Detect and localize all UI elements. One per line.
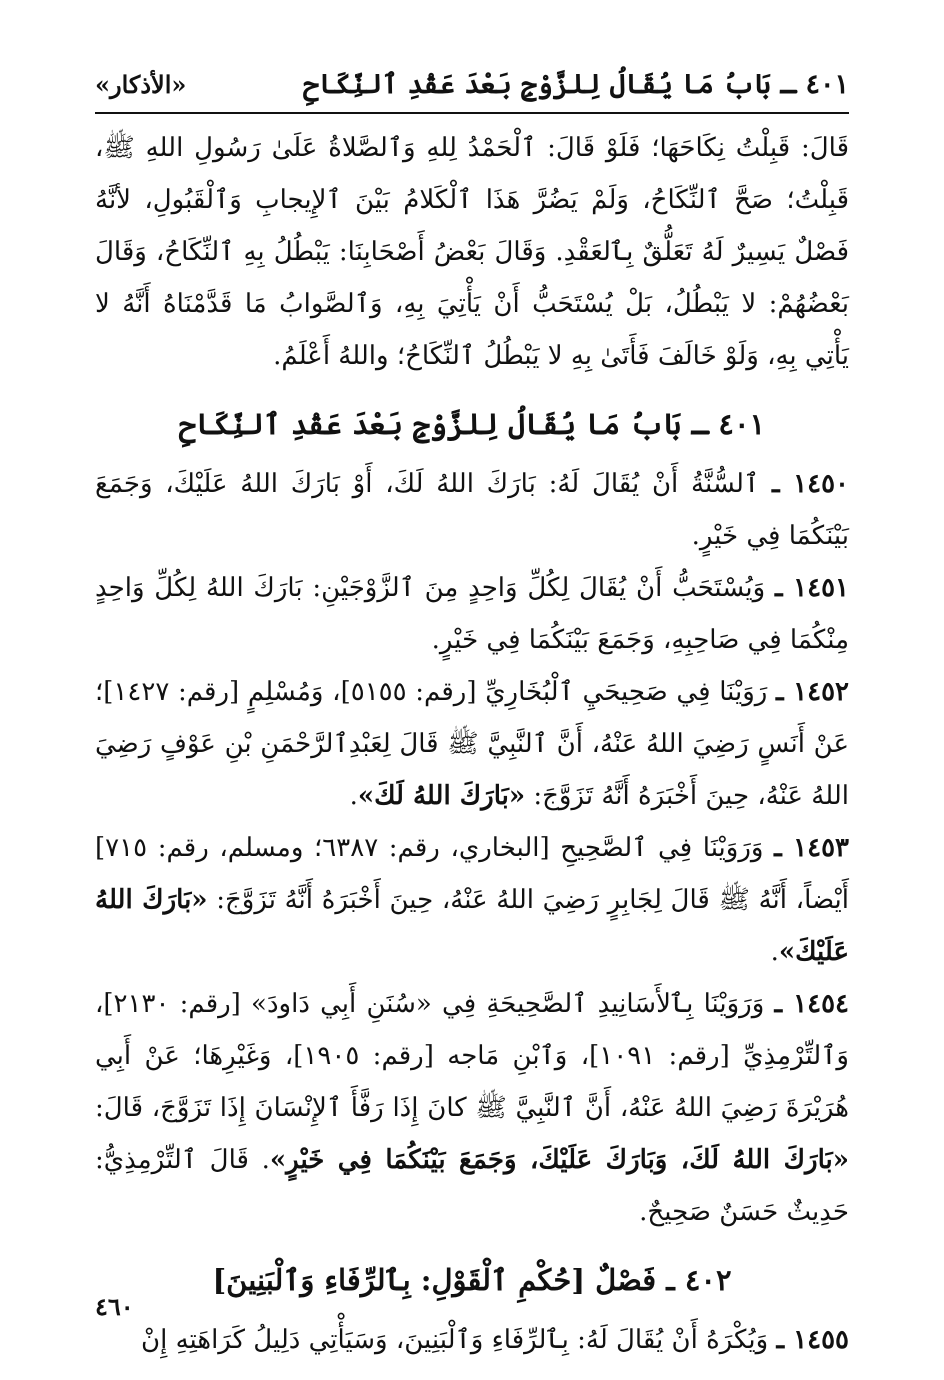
running-head-book-title: «الأذكار» <box>95 69 187 99</box>
running-head-chapter: ٤٠١ ـ بَابُ مَا يُقَالُ لِلزَّوْجِ بَعْدَ عَقْدِ ٱلنِّكَاحِ <box>303 68 849 100</box>
paragraph-text: ٱلسُّنَّةُ أَنْ يُقَالَ لَهُ: بَارَكَ اللهُ لَكَ، أَوْ بَارَكَ اللهُ عَلَيْكَ، وَجَمَعَ بَيْنَكُمَا فِي خَيْرٍ. <box>95 469 849 551</box>
section-heading-402: ٤٠٢ ـ فَصْلٌ [حُكْمِ ٱلْقَوْلِ: بِٱلرِّفَاءِ وَٱلْبَنِينَ] <box>212 1263 732 1297</box>
paragraph-1452 <box>95 666 849 822</box>
hadith-quote: «بَارَكَ اللهُ لَكَ» <box>357 781 526 811</box>
running-head <box>95 62 849 106</box>
paragraph-text: وَرَوَيْنَا فِي ٱلصَّحِيحِ [البخاري، رقم: ٦٣٨٧؛ ومسلم، رقم: ٧١٥] أَيْضاً، أَنَّهُ ﷺ قَالَ لِجَابِرٍ رَضِيَ اللهُ عَنْهُ، حِينَ أَخْبَرَهُ أَنَّهُ تَزَوَّجَ: <box>95 833 849 915</box>
paragraph-1453 <box>95 822 849 978</box>
paragraph-number: ١٤٥٥ ـ <box>776 1325 849 1355</box>
hadith-quote: «بَارَكَ اللهُ عَلَيْكَ» <box>95 885 849 967</box>
section-heading-401: ٤٠١ ـ بَابُ مَا يُقَالُ لِلزَّوْجِ بَعْدَ عَقْدِ ٱلنِّكَاحِ <box>178 407 766 441</box>
page-number: ٤٦٠ <box>95 1292 134 1321</box>
paragraph-text: وَرَوَيْنَا بِٱلأَسَانِيدِ ٱلصَّحِيحَةِ فِي «سُنَنِ أَبِي دَاودَ» [رقم: ٢١٣٠]، وَٱلتِّرْمِذِيِّ [رقم: ١٠٩١]، وَٱبْنِ مَاجه [رقم: ١٩٠٥]، وَغَيْرِهَا؛ عَنْ أَبِي هُرَيْرَةَ رَضِيَ اللهُ عَنْهُ، أَنَّ ٱلنَّبِيَّ ﷺ كانَ إِذَا رَفَّأَ ٱلإِنْسَانَ إِذَا تَزَوَّجَ، قَالَ: <box>95 989 849 1123</box>
paragraph-number: ١٤٥١ ـ <box>774 573 849 603</box>
paragraph-1455 <box>95 1314 849 1366</box>
hadith-quote: «بَارَكَ اللهُ لَكَ، وَبَارَكَ عَلَيْكَ، وَجَمَعَ بَيْنَكُمَا فِي خَيْرٍ» <box>269 1145 849 1175</box>
paragraph-text: وَيُسْتَحَبُّ أَنْ يُقَالَ لِكُلِّ وَاحِدٍ مِنَ ٱلزَّوْجَيْنِ: بَارَكَ اللهُ لِكُلِّ وَاحِدٍ مِنْكُمَا فِي صَاحِبِهِ، وَجَمَعَ بَيْنَكُمَا فِي خَيْرٍ. <box>95 573 849 655</box>
paragraph-1454 <box>95 978 849 1238</box>
paragraph-ending: . <box>770 937 779 967</box>
paragraph-text: وَيُكْرَهُ أَنْ يُقَالَ لَهُ: بِٱلرِّفَاءِ وَٱلْبَنِينَ، وَسَيَأْتِي دَلِيلُ كَرَاهَتِهِ إِنْ <box>141 1325 777 1355</box>
paragraph-number: ١٤٥٤ ـ <box>774 989 850 1019</box>
intro-paragraph: قَالَ: قَبِلْتُ نِكَاحَهَا؛ فَلَوْ قَالَ: ٱلْحَمْدُ لِلهِ وَٱلصَّلاةُ عَلَىٰ رَسُولِ اللهِ ﷺ، قَبِلْتُ؛ صَحَّ ٱلنِّكَاحُ، وَلَمْ يَضُرَّ هَذَا ٱلْكَلامُ بَيْنَ ٱلإِيجابِ وَٱلْقَبُولِ، لأنَّهُ فَصْلٌ يَسِيرٌ لَهُ تَعَلُّقٌ بِٱلعَقْدِ. وَقَالَ بَعْضُ أَصْحَابِنَا: يَبْطُلُ بِهِ ٱلنِّكَاحُ، وَقَالَ بَعْضُهُمْ: لا يَبْطُلُ، بَلْ يُسْتَحَبُّ أَنْ يَأْتِيَ بِهِ، وَٱلصَّوابُ مَا قَدَّمْنَاهُ أَنَّهُ لا يَأْتِي بِهِ، وَلَوْ خَالَفَ فَأَتَىٰ بِهِ لا يَبْطُلُ ٱلنِّكَاحُ؛ واللهُ أَعْلَمُ. <box>95 133 849 371</box>
paragraph-1450 <box>95 458 849 562</box>
paragraph-text: رَوَيْنَا فِي صَحِيحَيِ ٱلْبُخَارِيِّ [رقم: ٥١٥٥]، وَمُسْلِمٍ [رقم: ١٤٢٧]؛ عَنْ أَنَسٍ رَضِيَ اللهُ عَنْهُ، أَنَّ ٱلنَّبِيَّ ﷺ قَالَ لِعَبْدِٱلرَّحْمَنِ بْنِ عَوْفٍ رَضِيَ اللهُ عَنْهُ، حِينَ أَخْبَرَهُ أَنَّهُ تَزَوَّجَ: <box>95 677 849 811</box>
paragraph-number: ١٤٥٢ ـ <box>776 677 850 707</box>
paragraph-ending: . <box>349 781 358 811</box>
header-divider <box>95 112 849 114</box>
paragraph-ending: . قَالَ ٱلتِّرْمِذِيُّ: حَدِيثٌ حَسَنٌ صَحِيحٌ. <box>95 1145 849 1227</box>
paragraph-number: ١٤٥٠ ـ <box>771 469 850 499</box>
paragraph-1451 <box>95 562 849 666</box>
paragraph-number: ١٤٥٣ ـ <box>774 833 850 863</box>
